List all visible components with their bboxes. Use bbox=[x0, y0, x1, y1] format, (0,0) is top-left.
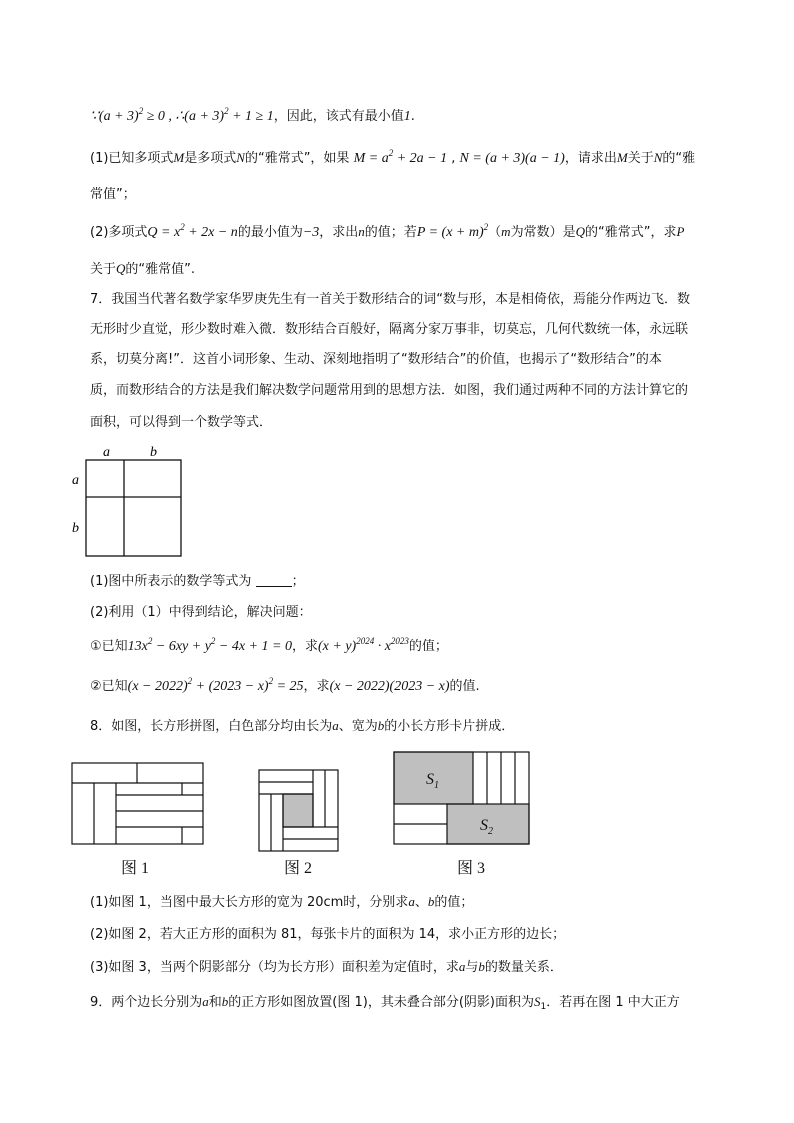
q6-part1-line1: (1)已知多项式M是多项式N的“雅常式”，如果 $M = a^2 + 2a - 1$ , N = (a + 3)(a − 1)，请求出M关于N的“雅 bbox=[90, 148, 696, 166]
formula-N: N = (a + 3)(a − 1) bbox=[459, 151, 565, 166]
q6-part2-line1: (2)多项式$Q = x^2 + 2x - n$的最小值为−3，求出n的值；若$P = (x + m)^2(m$为常数）是Q的“雅常式”，求P bbox=[90, 222, 685, 240]
q7-sub2: (2)利用（1）中得到结论，解决问题： bbox=[90, 605, 312, 620]
formula-P: $P = (x + m)^2$ bbox=[416, 222, 489, 240]
q7-line-3: 质，而数形结合的方法是我们解决数学问题常用到的思想方法．如图，我们通过两种不同的方法计算它的 bbox=[90, 383, 689, 398]
q8-figure-1 bbox=[70, 761, 206, 849]
q7-sub1: (1)图中所表示的数学等式为 ； bbox=[90, 574, 305, 589]
derivation-line: ∵(a + 3)$^2$ ≥ 0 , ∴(a + 3)$^2$ + 1 ≥ 1，因此，该式有最小值1. bbox=[90, 106, 415, 124]
q9-line1: 9．两个边长分别为a和b的正方形如图放置(图 1)，其未叠合部分(阴影)面积为$S_1$．若再在图 1 中大正方 bbox=[90, 994, 680, 1012]
label-left-b: b bbox=[72, 521, 79, 536]
answer-blank[interactable] bbox=[256, 574, 292, 587]
q7-sub2-item2: ②已知$(x - 2022)^2 + (2023 - x)^2 = 25$，求(x − 2022)(2023 − x)的值. bbox=[90, 676, 480, 694]
formula-M: $M = a^2 + 2a - 1$ bbox=[353, 148, 448, 166]
q7-square-figure bbox=[66, 442, 196, 562]
formula-target-2: (x − 2022)(2023 − x) bbox=[329, 679, 450, 694]
caption-fig3: 图 3 bbox=[457, 860, 486, 877]
caption-fig1: 图 1 bbox=[121, 860, 150, 877]
label-s1: $S_1$ bbox=[426, 771, 439, 791]
formula-square-nonneg: ∵(a + 3)$^2$ ≥ 0 , ∴(a + 3)$^2$ + 1 ≥ 1 bbox=[90, 106, 274, 124]
formula-Q: $Q = x^2 + 2x - n$ bbox=[147, 222, 238, 240]
q8-sub1: (1)如图 1，当图中最大长方形的宽为 20cm时，分别求a、b的值； bbox=[90, 894, 474, 910]
label-top-a: a bbox=[103, 445, 110, 460]
q7-line-1: 无形时少直觉，形少数时难入微．数形结合百般好，隔离分家万事非，切莫忘，几何代数统一体，永远联 bbox=[90, 322, 689, 337]
q8-sub2: (2)如图 2，若大正方形的面积为 81，每张卡片的面积为 14，求小正方形的边长； bbox=[90, 927, 566, 942]
q8-figure-3 bbox=[392, 750, 532, 848]
label-top-b: b bbox=[150, 445, 157, 460]
formula-condition-2: $(x - 2022)^2 + (2023 - x)^2 = 25$ bbox=[127, 676, 304, 694]
q7-sub2-item1: ①已知$13x^2 - 6xy + y^2 - 4x + 1 = 0$，求$(x + y)^{2024} \cdot x^{2023}$的值； bbox=[90, 636, 448, 654]
q8-intro: 8．如图，长方形拼图，白色部分均由长为a、宽为b的小长方形卡片拼成． bbox=[90, 718, 515, 734]
q7-line-4: 面积，可以得到一个数学等式． bbox=[90, 415, 273, 430]
q8-figure-2 bbox=[257, 768, 341, 856]
q7-line-0: 7．我国当代著名数学家华罗庚先生有一首关于数形结合的词“数与形，本是相倚依，焉能分作两边飞．数 bbox=[90, 292, 691, 307]
formula-condition-1: $13x^2 - 6xy + y^2 - 4x + 1 = 0$ bbox=[127, 636, 292, 654]
q6-part1-line2: 常值”； bbox=[90, 187, 136, 202]
q8-sub3: (3)如图 3，当两个阴影部分（均为长方形）面积差为定值时，求a与b的数量关系． bbox=[90, 959, 563, 975]
label-s2: $S_2$ bbox=[480, 817, 493, 837]
small-square-shaded bbox=[283, 794, 313, 827]
caption-fig2: 图 2 bbox=[284, 860, 313, 877]
outer-square bbox=[86, 460, 181, 556]
q6-part2-line2: 关于Q的“雅常值”. bbox=[90, 261, 196, 277]
q7-line-2: 系，切莫分离!”．这首小词形象、生动、深刻地指明了“数形结合”的价值，也揭示了“数形结合”的本 bbox=[90, 352, 662, 367]
shaded-rect-s2 bbox=[447, 804, 529, 844]
label-left-a: a bbox=[72, 473, 79, 488]
formula-target-1: $(x + y)^{2024} \cdot x^{2023}$ bbox=[318, 636, 409, 654]
